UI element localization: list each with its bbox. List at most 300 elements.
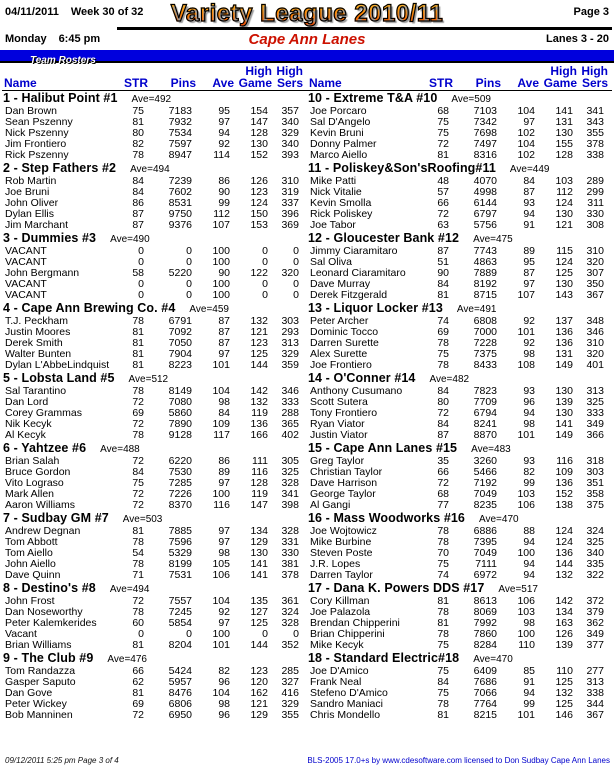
player-ave: 89 [523, 246, 535, 257]
player-high-sers: 367 [586, 290, 604, 301]
column-header-name: Name [2, 77, 118, 91]
player-row [2, 316, 307, 327]
player-high-sers: 277 [586, 666, 604, 677]
player-high-sers: 401 [586, 360, 604, 371]
player-high-sers: 331 [281, 537, 299, 548]
player-pins: 8476 [168, 688, 192, 699]
player-high-sers: 328 [281, 478, 299, 489]
player-str: 81 [132, 688, 144, 699]
player-high-sers: 348 [586, 316, 604, 327]
player-ave: 110 [518, 640, 535, 651]
player-high-game: 128 [250, 128, 268, 139]
column-header-ave: Ave [505, 77, 543, 91]
player-pins: 5329 [168, 548, 192, 559]
player-str: 69 [132, 699, 144, 710]
player-name: Marco Aiello [310, 150, 368, 161]
player-high-sers: 0 [293, 246, 299, 257]
player-high-sers: 324 [281, 607, 299, 618]
player-name: Dave Murray [310, 279, 371, 290]
player-row [2, 640, 307, 651]
player-str: 72 [132, 489, 144, 500]
player-pins: 7049 [473, 489, 497, 500]
player-row [2, 596, 307, 607]
player-name: Sal D'Angelo [310, 117, 371, 128]
player-ave: 114 [213, 150, 230, 161]
player-high-game: 0 [262, 246, 268, 257]
player-high-game: 150 [250, 209, 268, 220]
player-ave: 94 [523, 688, 535, 699]
player-high-game: 123 [250, 666, 268, 677]
player-ave: 90 [218, 187, 230, 198]
player-name: Sandro Maniaci [310, 699, 383, 710]
player-pins: 9128 [168, 430, 192, 441]
team-header-row [307, 91, 612, 106]
player-pins: 3260 [473, 456, 497, 467]
player-pins: 7342 [473, 117, 497, 128]
column-header-name: Name [307, 77, 423, 91]
player-pins: 7395 [473, 537, 497, 548]
player-high-game: 125 [555, 699, 573, 710]
player-pins: 6220 [168, 456, 192, 467]
player-high-sers: 320 [586, 349, 604, 360]
player-name: Anthony Cusumano [310, 386, 403, 397]
player-row [307, 688, 612, 699]
player-ave: 106 [517, 500, 535, 511]
player-high-game: 127 [250, 607, 268, 618]
player-high-game: 125 [250, 349, 268, 360]
team-header-row [2, 371, 307, 386]
player-str: 84 [132, 467, 144, 478]
player-row [2, 489, 307, 500]
player-row [307, 187, 612, 198]
player-ave: 104 [212, 688, 230, 699]
player-name: Leonard Ciaramitaro [310, 268, 406, 279]
player-high-game: 130 [555, 209, 573, 220]
player-row [2, 666, 307, 677]
player-pins: 8531 [168, 198, 192, 209]
player-str: 84 [437, 677, 449, 688]
player-row [307, 430, 612, 441]
player-pins: 5860 [168, 408, 192, 419]
player-high-game: 115 [556, 246, 573, 257]
player-high-sers: 378 [281, 570, 299, 581]
column-header-str: STR [423, 77, 457, 91]
player-str: 72 [437, 139, 449, 150]
player-high-sers: 0 [293, 279, 299, 290]
player-ave: 84 [523, 176, 535, 187]
column-header-pins: Pins [457, 77, 505, 91]
player-name: Joe Frontiero [310, 360, 372, 371]
player-high-game: 119 [251, 489, 268, 500]
team-name: 7 - Sudbay GM #7 [3, 511, 109, 525]
player-name: Dylan Ellis [5, 209, 55, 220]
player-name: Bruce Gordon [5, 467, 71, 478]
player-row [2, 430, 307, 441]
player-str: 75 [132, 106, 144, 117]
player-high-game: 132 [250, 397, 268, 408]
player-name: Sean Pszenny [5, 117, 73, 128]
player-name: Rob Martin [5, 176, 57, 187]
player-str: 78 [437, 607, 449, 618]
center-name: Cape Ann Lanes [248, 31, 366, 48]
team-average: Ave=491 [456, 304, 497, 315]
player-ave: 94 [523, 209, 535, 220]
player-pins: 6791 [168, 316, 192, 327]
player-str: 78 [437, 526, 449, 537]
team-average: Ave=470 [479, 514, 519, 525]
player-str: 78 [437, 537, 449, 548]
team-name: 18 - Standard Electric#18 [308, 651, 460, 665]
team-header-row [2, 301, 307, 316]
team-name: 10 - Extreme T&A #10 [308, 91, 438, 105]
player-str: 75 [437, 640, 449, 651]
player-name: Donny Palmer [310, 139, 377, 150]
player-name: Vacant [5, 629, 37, 640]
team-average: Ave=503 [122, 514, 163, 525]
player-str: 84 [437, 419, 449, 430]
player-name: Steven Poste [310, 548, 373, 559]
player-name: Nick Pszenny [5, 128, 69, 139]
player-row [2, 128, 307, 139]
player-str: 62 [132, 677, 144, 688]
player-row [307, 279, 612, 290]
player-name: Peter Kalemkerides [5, 618, 97, 629]
player-high-game: 0 [262, 257, 268, 268]
player-high-game: 130 [555, 386, 573, 397]
player-high-sers: 325 [586, 537, 604, 548]
player-pins: 7885 [168, 526, 192, 537]
player-row [307, 699, 612, 710]
player-str: 78 [437, 629, 449, 640]
player-high-game: 125 [555, 677, 573, 688]
player-str: 78 [437, 699, 449, 710]
player-name: Jim Marchant [5, 220, 69, 231]
player-str: 90 [437, 268, 449, 279]
player-name: Christian Taylor [310, 467, 383, 478]
player-ave: 95 [523, 257, 535, 268]
column-header-str: STR [118, 77, 152, 91]
player-high-sers: 293 [281, 327, 299, 338]
player-ave: 99 [218, 198, 230, 209]
team-name: 9 - The Club #9 [3, 651, 94, 665]
team-name: 4 - Cape Ann Brewing Co. #4 [3, 301, 176, 315]
player-ave: 97 [523, 279, 535, 290]
team-average: Ave=475 [473, 234, 513, 245]
player-high-game: 146 [555, 710, 573, 721]
column-header-sers: Sers [581, 77, 612, 91]
player-str: 78 [437, 360, 449, 371]
player-ave: 94 [523, 570, 535, 581]
player-high-sers: 310 [586, 338, 604, 349]
player-ave: 101 [517, 327, 535, 338]
player-high-sers: 398 [281, 500, 299, 511]
player-pins: 7889 [473, 268, 497, 279]
player-str: 84 [132, 187, 144, 198]
player-pins: 6409 [473, 666, 497, 677]
player-pins: 8223 [168, 360, 192, 371]
team-header-row [307, 301, 612, 316]
player-high-game: 134 [555, 607, 573, 618]
player-high-game: 154 [250, 106, 268, 117]
player-row [307, 117, 612, 128]
player-ave: 87 [218, 327, 230, 338]
player-high-game: 136 [555, 327, 573, 338]
player-high-game: 142 [250, 386, 268, 397]
player-high-game: 0 [262, 290, 268, 301]
player-str: 81 [437, 150, 449, 161]
player-ave: 106 [517, 596, 535, 607]
roster-table [2, 66, 307, 721]
player-str: 72 [132, 710, 144, 721]
player-high-sers: 319 [281, 187, 299, 198]
player-pins: 7596 [168, 537, 192, 548]
team-header-row [2, 441, 307, 456]
player-high-game: 144 [250, 640, 268, 651]
player-name: VACANT [5, 257, 47, 268]
player-pins: 6950 [168, 710, 192, 721]
player-str: 72 [132, 397, 144, 408]
player-row [307, 548, 612, 559]
team-name: 6 - Yahtzee #6 [3, 441, 87, 455]
player-str: 81 [437, 596, 449, 607]
player-high-sers: 329 [281, 349, 299, 360]
player-str: 87 [437, 246, 449, 257]
player-pins: 7092 [168, 327, 192, 338]
player-high-game: 163 [555, 618, 573, 629]
player-name: Kevin Smolla [310, 198, 372, 209]
player-high-game: 126 [555, 629, 573, 640]
player-high-game: 124 [555, 198, 573, 209]
player-ave: 92 [218, 139, 230, 150]
player-high-game: 152 [250, 150, 268, 161]
player-high-game: 139 [555, 397, 573, 408]
player-str: 81 [132, 117, 144, 128]
player-ave: 109 [212, 419, 230, 430]
player-pins: 7823 [473, 386, 497, 397]
team-average: Ave=509 [451, 94, 491, 105]
player-high-sers: 341 [281, 489, 299, 500]
player-high-sers: 369 [281, 220, 299, 231]
player-pins: 8149 [168, 386, 192, 397]
player-high-sers: 310 [586, 246, 604, 257]
player-name: Greg Taylor [310, 456, 365, 467]
player-high-game: 149 [555, 430, 573, 441]
player-ave: 116 [213, 500, 230, 511]
team-name: 17 - Dana K. Powers DDS #17 [308, 581, 485, 595]
player-ave: 104 [212, 596, 230, 607]
player-row [2, 150, 307, 161]
player-pins: 8069 [473, 607, 497, 618]
player-name: Brian Salah [5, 456, 60, 467]
player-row [307, 456, 612, 467]
team-average: Ave=459 [189, 304, 229, 315]
player-high-game: 152 [555, 489, 573, 500]
team-header-row [2, 231, 307, 246]
player-row [307, 710, 612, 721]
player-high-game: 116 [556, 456, 573, 467]
player-ave: 95 [218, 106, 230, 117]
player-high-game: 130 [250, 548, 268, 559]
player-str: 57 [437, 187, 449, 198]
player-pins: 8199 [168, 559, 192, 570]
player-pins: 7183 [168, 106, 192, 117]
column-header-high: High [550, 64, 577, 78]
player-high-sers: 344 [586, 699, 604, 710]
player-str: 72 [132, 419, 144, 430]
player-high-sers: 320 [586, 257, 604, 268]
player-row [307, 666, 612, 677]
player-ave: 102 [517, 128, 535, 139]
team-header-row [307, 511, 612, 526]
player-str: 81 [437, 710, 449, 721]
player-row [2, 408, 307, 419]
player-name: Rick Poliskey [310, 209, 373, 220]
player-high-sers: 329 [281, 128, 299, 139]
player-name: John Frost [5, 596, 55, 607]
player-row [307, 176, 612, 187]
player-str: 75 [437, 688, 449, 699]
player-str: 78 [132, 430, 144, 441]
team-average: Ave=449 [509, 164, 550, 175]
player-pins: 4070 [473, 176, 497, 187]
player-high-sers: 346 [281, 386, 299, 397]
player-str: 70 [437, 548, 449, 559]
team-average: Ave=470 [473, 654, 513, 665]
player-ave: 93 [523, 456, 535, 467]
player-str: 69 [132, 408, 144, 419]
player-ave: 97 [218, 618, 230, 629]
player-str: 78 [132, 150, 144, 161]
player-pins: 7531 [168, 570, 192, 581]
player-row [307, 316, 612, 327]
player-high-game: 141 [555, 419, 573, 430]
player-high-sers: 328 [281, 526, 299, 537]
player-pins: 7066 [473, 688, 497, 699]
player-row [2, 187, 307, 198]
player-row [2, 478, 307, 489]
player-pins: 7228 [473, 338, 497, 349]
team-header-row [307, 651, 612, 666]
player-high-game: 139 [555, 640, 573, 651]
player-high-sers: 330 [586, 209, 604, 220]
player-name: Kevin Bruni [310, 128, 364, 139]
player-pins: 7932 [168, 117, 192, 128]
player-str: 81 [437, 290, 449, 301]
player-str: 0 [138, 290, 144, 301]
player-ave: 100 [212, 290, 230, 301]
player-high-game: 116 [251, 467, 268, 478]
player-name: Brian Chipperini [310, 629, 385, 640]
player-pins: 8316 [473, 150, 497, 161]
player-str: 87 [132, 209, 144, 220]
team-header-row [2, 511, 307, 526]
player-str: 72 [437, 408, 449, 419]
player-ave: 98 [523, 618, 535, 629]
player-ave: 96 [218, 710, 230, 721]
player-row [307, 198, 612, 209]
player-row [307, 246, 612, 257]
player-high-game: 123 [250, 187, 268, 198]
player-high-game: 111 [252, 456, 268, 467]
team-header-row [307, 581, 612, 596]
player-row [307, 106, 612, 117]
team-average: Ave=494 [130, 164, 170, 175]
player-high-game: 162 [250, 688, 268, 699]
player-high-game: 141 [250, 570, 268, 581]
player-ave: 98 [218, 699, 230, 710]
player-name: Darren Taylor [310, 570, 373, 581]
team-name: 15 - Cape Ann Lanes #15 [308, 441, 458, 455]
player-high-sers: 299 [586, 187, 604, 198]
player-high-sers: 324 [586, 526, 604, 537]
team-name: 2 - Step Fathers #2 [3, 161, 117, 175]
player-pins: 7860 [473, 629, 497, 640]
player-ave: 87 [523, 268, 535, 279]
player-ave: 100 [517, 629, 535, 640]
player-name: Dave Harrison [310, 478, 378, 489]
player-pins: 5756 [473, 220, 497, 231]
player-pins: 6144 [473, 198, 497, 209]
player-row [2, 570, 307, 581]
player-high-game: 130 [555, 279, 573, 290]
player-high-sers: 327 [281, 677, 299, 688]
player-high-sers: 310 [281, 176, 299, 187]
player-str: 78 [132, 559, 144, 570]
player-ave: 86 [218, 456, 230, 467]
player-ave: 96 [218, 677, 230, 688]
player-ave: 106 [212, 570, 230, 581]
player-high-game: 166 [250, 430, 268, 441]
player-name: Jim Frontiero [5, 139, 67, 150]
player-high-sers: 357 [281, 106, 299, 117]
player-name: Andrew Degnan [5, 526, 81, 537]
player-name: Vito Lograso [5, 478, 64, 489]
player-name: Joe D'Amico [310, 666, 369, 677]
player-high-sers: 325 [281, 467, 299, 478]
player-high-game: 120 [250, 677, 268, 688]
player-str: 75 [437, 666, 449, 677]
team-name: 13 - Liquor Locker #13 [308, 301, 443, 315]
player-ave: 101 [517, 710, 535, 721]
player-high-game: 131 [555, 349, 573, 360]
player-ave: 98 [218, 548, 230, 559]
player-str: 81 [132, 526, 144, 537]
player-high-game: 0 [262, 629, 268, 640]
player-ave: 87 [523, 187, 535, 198]
player-row [2, 386, 307, 397]
player-row [307, 537, 612, 548]
player-ave: 97 [218, 478, 230, 489]
player-high-sers: 333 [281, 397, 299, 408]
player-high-sers: 289 [586, 176, 604, 187]
player-ave: 96 [523, 397, 535, 408]
player-high-sers: 346 [586, 327, 604, 338]
player-str: 81 [132, 338, 144, 349]
player-name: John Oliver [5, 198, 59, 209]
player-pins: 7192 [473, 478, 497, 489]
player-ave: 100 [212, 489, 230, 500]
player-str: 60 [132, 618, 144, 629]
player-high-game: 130 [555, 128, 573, 139]
player-ave: 103 [517, 489, 535, 500]
player-high-sers: 381 [281, 559, 299, 570]
player-pins: 6886 [473, 526, 497, 537]
player-str: 69 [437, 327, 449, 338]
player-str: 72 [132, 456, 144, 467]
player-name: Cory Killman [310, 596, 370, 607]
footer-software-license: BLS-2005 17.0+s by www.cdesoftware.com licensed to Don Sudbay Cape Ann Lanes [307, 756, 610, 765]
player-ave: 82 [523, 467, 535, 478]
